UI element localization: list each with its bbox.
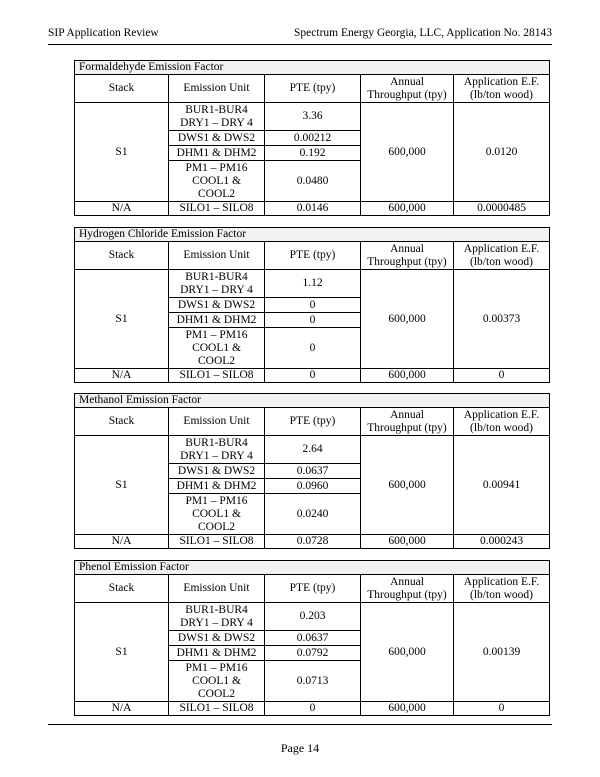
- emission-factor-cell: 0.00373: [454, 270, 550, 369]
- table-row: [75, 202, 550, 216]
- throughput-cell: 600,000: [361, 103, 454, 202]
- column-header-stack: Stack: [75, 408, 169, 436]
- pte-cell: 0.0637: [265, 464, 361, 479]
- emission-unit-cell: [169, 328, 265, 369]
- column-header-throughput: [361, 242, 454, 270]
- column-header-pte: PTE (tpy): [265, 242, 361, 270]
- pte-cell: 0.0240: [265, 494, 361, 535]
- emission-factor-cell: 0: [454, 369, 550, 383]
- stack-cell: S1: [75, 436, 169, 535]
- pte-cell: 3.36: [265, 103, 361, 131]
- emission-unit-line2: COOL1 &: [192, 341, 241, 354]
- column-header-ef-line2: (lb/ton wood): [470, 255, 533, 268]
- emission-unit-cell: DWS1 & DWS2: [169, 631, 265, 646]
- column-header-emission-factor: [454, 75, 550, 103]
- emission-unit-cell: [169, 603, 265, 631]
- column-header-pte: PTE (tpy): [265, 575, 361, 603]
- column-header-throughput: [361, 75, 454, 103]
- emission-unit-cell: [169, 436, 265, 464]
- pte-cell: 2.64: [265, 436, 361, 464]
- stack-cell: N/A: [75, 535, 169, 549]
- emission-factor-cell: 0.00139: [454, 603, 550, 702]
- emission-unit-line2: COOL1 &: [192, 507, 241, 520]
- emission-unit-cell: DWS1 & DWS2: [169, 464, 265, 479]
- pte-cell: 0.00212: [265, 131, 361, 146]
- column-header-throughput-line2: Throughput (tpy): [367, 588, 447, 601]
- throughput-cell: 600,000: [361, 270, 454, 369]
- column-header-emission-unit: Emission Unit: [169, 575, 265, 603]
- emission-unit-line2: DRY1 – DRY 4: [180, 283, 253, 296]
- pte-cell: 0: [265, 298, 361, 313]
- pte-cell: 0.0960: [265, 479, 361, 494]
- header-rule: [48, 44, 552, 45]
- header-document-title: SIP Application Review: [48, 27, 159, 39]
- column-header-ef-line2: (lb/ton wood): [470, 588, 533, 601]
- throughput-cell: 600,000: [361, 702, 454, 716]
- emission-unit-line1: BUR1-BUR4: [185, 103, 248, 116]
- column-header-ef-line1: Application E.F.: [463, 242, 540, 255]
- pte-cell: 0.0728: [265, 535, 361, 549]
- emission-unit-line2: DRY1 – DRY 4: [180, 616, 253, 629]
- column-header-ef-line1: Application E.F.: [463, 75, 540, 88]
- column-header-ef-line2: (lb/ton wood): [470, 421, 533, 434]
- emission-factor-cell: 0.0120: [454, 103, 550, 202]
- stack-cell: S1: [75, 603, 169, 702]
- throughput-cell: 600,000: [361, 369, 454, 383]
- table-row: [75, 369, 550, 383]
- table-title: Methanol Emission Factor: [75, 394, 550, 408]
- table-row: [75, 535, 550, 549]
- emission-unit-cell: DHM1 & DHM2: [169, 479, 265, 494]
- emission-unit-line3: COOL2: [197, 520, 236, 533]
- table-row: [75, 270, 550, 298]
- column-header-throughput-line2: Throughput (tpy): [367, 421, 447, 434]
- stack-cell: N/A: [75, 369, 169, 383]
- column-header-ef-line2: (lb/ton wood): [470, 88, 533, 101]
- emission-factor-table: [74, 60, 550, 216]
- emission-unit-cell: [169, 270, 265, 298]
- emission-unit-line2: COOL1 &: [192, 674, 241, 687]
- emission-unit-line1: BUR1-BUR4: [185, 603, 248, 616]
- emission-factor-cell: 0.0000485: [454, 202, 550, 216]
- emission-unit-line2: DRY1 – DRY 4: [180, 449, 253, 462]
- emission-unit-cell: DWS1 & DWS2: [169, 131, 265, 146]
- column-header-stack: Stack: [75, 75, 169, 103]
- pte-cell: 0.203: [265, 603, 361, 631]
- emission-unit-cell: SILO1 – SILO8: [169, 202, 265, 216]
- column-header-emission-factor: [454, 575, 550, 603]
- table-title: Hydrogen Chloride Emission Factor: [75, 228, 550, 242]
- emission-unit-cell: DHM1 & DHM2: [169, 646, 265, 661]
- pte-cell: 1.12: [265, 270, 361, 298]
- pte-cell: 0: [265, 369, 361, 383]
- table-title: Formaldehyde Emission Factor: [75, 61, 550, 75]
- table-header-row: [75, 75, 550, 103]
- throughput-cell: 600,000: [361, 535, 454, 549]
- table-header-row: [75, 575, 550, 603]
- column-header-emission-factor: [454, 242, 550, 270]
- emission-factor-cell: 0: [454, 702, 550, 716]
- emission-unit-cell: SILO1 – SILO8: [169, 702, 265, 716]
- pte-cell: 0.0713: [265, 661, 361, 702]
- emission-unit-line3: COOL2: [197, 187, 236, 200]
- emission-factor-table: [74, 560, 550, 716]
- column-header-ef-line1: Application E.F.: [463, 408, 540, 421]
- emission-unit-line1: PM1 – PM16: [185, 328, 248, 341]
- emission-unit-line2: DRY1 – DRY 4: [180, 116, 253, 129]
- column-header-emission-unit: Emission Unit: [169, 75, 265, 103]
- stack-cell: N/A: [75, 202, 169, 216]
- stack-cell: S1: [75, 270, 169, 369]
- emission-unit-cell: SILO1 – SILO8: [169, 535, 265, 549]
- column-header-pte: PTE (tpy): [265, 408, 361, 436]
- emission-unit-line1: PM1 – PM16: [185, 661, 248, 674]
- table-header-row: [75, 242, 550, 270]
- emission-unit-cell: [169, 494, 265, 535]
- emission-factor-table: [74, 227, 550, 383]
- column-header-throughput-line2: Throughput (tpy): [367, 88, 447, 101]
- column-header-pte: PTE (tpy): [265, 75, 361, 103]
- column-header-throughput-line2: Throughput (tpy): [367, 255, 447, 268]
- pte-cell: 0.0637: [265, 631, 361, 646]
- table-row: [75, 103, 550, 131]
- table-row: [75, 702, 550, 716]
- page-number: Page 14: [280, 741, 320, 755]
- table-title: Phenol Emission Factor: [75, 561, 550, 575]
- pte-cell: 0.0792: [265, 646, 361, 661]
- emission-unit-cell: [169, 103, 265, 131]
- column-header-throughput-line1: Annual: [390, 242, 424, 255]
- emission-unit-cell: DWS1 & DWS2: [169, 298, 265, 313]
- emission-unit-line1: BUR1-BUR4: [185, 270, 248, 283]
- emission-unit-line2: COOL1 &: [192, 174, 241, 187]
- emission-unit-cell: DHM1 & DHM2: [169, 313, 265, 328]
- header-application-info: Spectrum Energy Georgia, LLC, Application No. 28143: [294, 27, 552, 39]
- stack-cell: N/A: [75, 702, 169, 716]
- table-row: [75, 603, 550, 631]
- emission-factor-cell: 0.000243: [454, 535, 550, 549]
- column-header-emission-unit: Emission Unit: [169, 242, 265, 270]
- column-header-stack: Stack: [75, 575, 169, 603]
- emission-unit-cell: DHM1 & DHM2: [169, 146, 265, 161]
- emission-unit-line3: COOL2: [197, 687, 236, 700]
- pte-cell: 0.0146: [265, 202, 361, 216]
- column-header-ef-line1: Application E.F.: [463, 575, 540, 588]
- pte-cell: 0.192: [265, 146, 361, 161]
- pte-cell: 0.0480: [265, 161, 361, 202]
- column-header-stack: Stack: [75, 242, 169, 270]
- column-header-throughput-line1: Annual: [390, 575, 424, 588]
- emission-unit-line3: COOL2: [197, 354, 236, 367]
- throughput-cell: 600,000: [361, 603, 454, 702]
- pte-cell: 0: [265, 702, 361, 716]
- emission-unit-cell: [169, 161, 265, 202]
- column-header-emission-factor: [454, 408, 550, 436]
- pte-cell: 0: [265, 328, 361, 369]
- table-row: [75, 436, 550, 464]
- emission-unit-cell: [169, 661, 265, 702]
- footer-rule: [48, 724, 552, 725]
- emission-unit-line1: PM1 – PM16: [185, 161, 248, 174]
- column-header-throughput-line1: Annual: [390, 75, 424, 88]
- pte-cell: 0: [265, 313, 361, 328]
- column-header-emission-unit: Emission Unit: [169, 408, 265, 436]
- column-header-throughput: [361, 408, 454, 436]
- stack-cell: S1: [75, 103, 169, 202]
- throughput-cell: 600,000: [361, 202, 454, 216]
- throughput-cell: 600,000: [361, 436, 454, 535]
- emission-unit-line1: PM1 – PM16: [185, 494, 248, 507]
- column-header-throughput-line1: Annual: [390, 408, 424, 421]
- column-header-throughput: [361, 575, 454, 603]
- emission-unit-cell: SILO1 – SILO8: [169, 369, 265, 383]
- emission-factor-cell: 0.00941: [454, 436, 550, 535]
- table-header-row: [75, 408, 550, 436]
- emission-unit-line1: BUR1-BUR4: [185, 436, 248, 449]
- emission-factor-table: [74, 393, 550, 549]
